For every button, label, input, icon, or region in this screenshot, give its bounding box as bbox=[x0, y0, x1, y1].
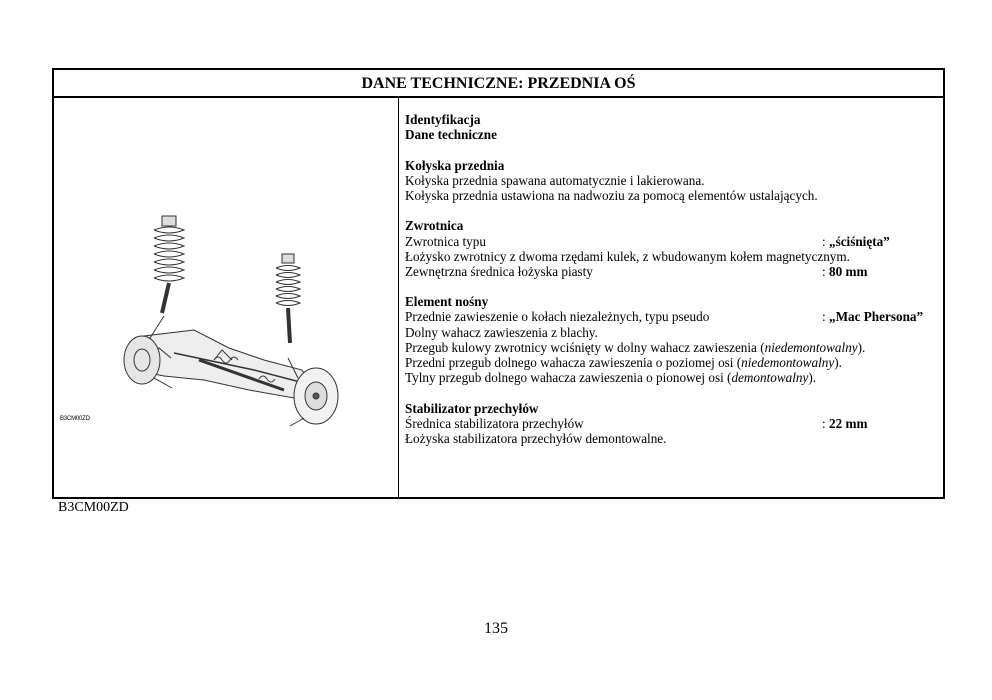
knuckle-heading: Zwrotnica bbox=[405, 218, 464, 234]
cradle-line-2: Kołyska przednia ustawiona na nadwoziu za pomocą elementów ustalających. bbox=[405, 187, 818, 203]
knuckle-bearing: Łożysko zwrotnicy z dwoma rzędami kulek, z wbudowanym kołem magnetycznym. bbox=[405, 248, 850, 264]
stabilizer-heading: Stabilizator przechyłów bbox=[405, 400, 539, 416]
cradle-line-1: Kołyska przednia spawana automatycznie i lakierowana. bbox=[405, 172, 705, 188]
hub-diameter-value: 80 mm bbox=[828, 263, 868, 279]
stabilizer-diameter-label: Średnica stabilizatora przechyłów bbox=[405, 415, 584, 431]
stabilizer-bearings: Łożyska stabilizatora przechyłów demontowalne. bbox=[405, 430, 667, 446]
ball-joint-row: Przegub kulowy zwrotnicy wciśnięty w dolny wahacz zawieszenia (niedemontowalny). bbox=[405, 339, 866, 355]
cradle-heading: Kołyska przednia bbox=[405, 157, 505, 173]
suspension-type-row bbox=[405, 309, 935, 324]
stabilizer-diameter-row bbox=[405, 416, 935, 431]
suspension-type-value: „Mac Phersona” bbox=[828, 309, 924, 325]
front-bushing-row: Przedni przegub dolnego wahacza zawieszenia o poziomej osi (niedemontowalny). bbox=[405, 355, 842, 370]
suspension-type-value-wrap: : „Mac Phersona” bbox=[822, 309, 924, 325]
spec-text bbox=[405, 112, 935, 446]
hub-diameter-row bbox=[405, 264, 935, 279]
suspension-type-label: Przednie zawieszenie o kołach niezależnych, typu pseudo bbox=[405, 309, 710, 325]
right-strut bbox=[276, 254, 300, 343]
ball-joint-note: niedemontowalny bbox=[764, 339, 858, 355]
figure-label: B3CM00ZD bbox=[58, 500, 129, 515]
lower-arm-text: Dolny wahacz zawieszenia z blachy. bbox=[405, 324, 598, 340]
ball-joint-text: Przegub kulowy zwrotnicy wciśnięty w dolny wahacz zawieszenia ( bbox=[405, 339, 765, 355]
rear-bushing-note: demontowalny bbox=[731, 370, 809, 386]
tech-data-heading: Dane techniczne bbox=[405, 127, 497, 143]
spec-table bbox=[52, 68, 945, 499]
page-number: 135 bbox=[484, 620, 508, 637]
stabilizer-diameter-value-wrap: : 22 mm bbox=[822, 415, 868, 431]
hub-diameter-value-wrap: : 80 mm bbox=[822, 263, 868, 279]
carrier-heading: Element nośny bbox=[405, 294, 489, 310]
front-bushing-text: Przedni przegub dolnego wahacza zawieszenia o poziomej osi ( bbox=[405, 355, 742, 370]
front-bushing-note: niedemontowalny bbox=[741, 355, 835, 370]
rear-bushing-row: Tylny przegub dolnego wahacza zawieszenia o pionowej osi (demontowalny). bbox=[405, 370, 817, 386]
image-cell bbox=[54, 98, 399, 497]
knuckle-type-row bbox=[405, 234, 935, 249]
rear-bushing-text: Tylny przegub dolnego wahacza zawieszenia o pionowej osi ( bbox=[405, 370, 732, 386]
left-strut bbox=[154, 216, 184, 313]
hub-diameter-label: Zewnętrzna średnica łożyska piasty bbox=[405, 263, 593, 279]
image-tag: B3CM00ZD bbox=[60, 416, 90, 422]
table-title: DANE TECHNICZNE: PRZEDNIA OŚ bbox=[54, 70, 943, 98]
knuckle-type-label: Zwrotnica typu bbox=[405, 233, 486, 249]
stabilizer-diameter-value: 22 mm bbox=[828, 415, 868, 431]
knuckle-type-value-wrap: : „ściśnięta” bbox=[822, 233, 890, 249]
knuckle-type-value: „ściśnięta” bbox=[828, 233, 890, 249]
identification-heading: Identyfikacja bbox=[405, 112, 481, 127]
front-axle-illustration bbox=[54, 98, 399, 499]
